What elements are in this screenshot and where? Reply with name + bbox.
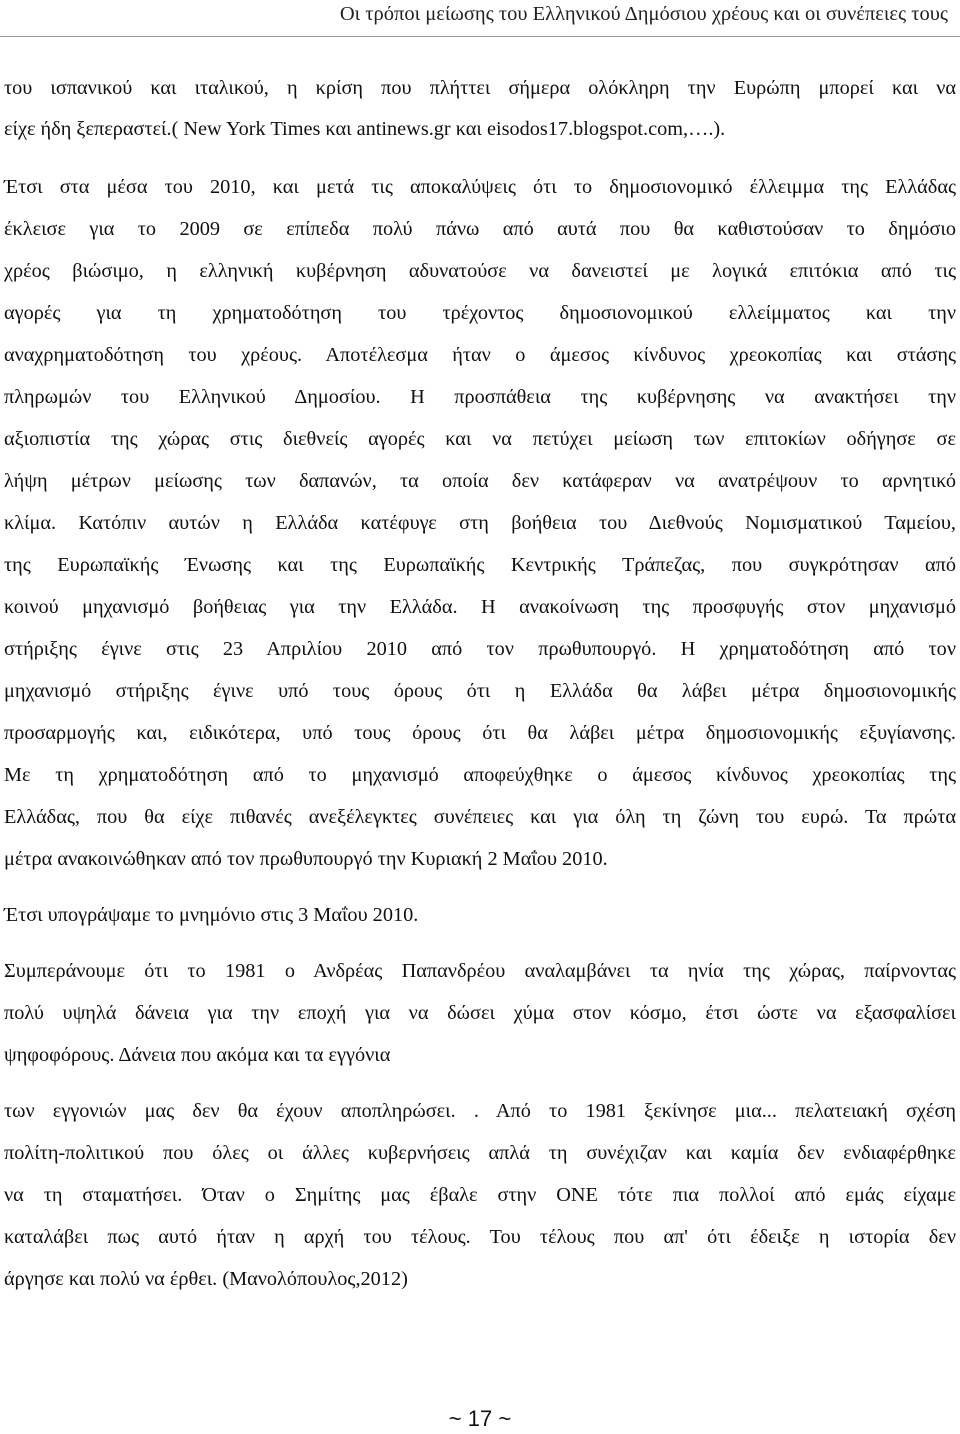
text-line: να τη σταματήσει. Όταν ο Σημίτης μας έβαλε στην ΟΝΕ τότε πια πολλοί από εμάς είχαμε [4,1184,956,1206]
text-line: του ισπανικού και ιταλικού, η κρίση που πλήττει σήμερα ολόκληρη την Ευρώπη μπορεί και να [4,77,956,99]
header-rule [0,36,960,37]
text-line: είχε ήδη ξεπεραστεί.( New York Times και antinews.gr και eisodos17.blogspot.com,….). [4,118,726,140]
text-line: Έτσι υπογράψαμε το μνημόνιο στις 3 Μαΐου 2010. [4,904,419,926]
text-line: έκλεισε για το 2009 σε επίπεδα πολύ πάνω από αυτά που θα καθιστούσαν το δημόσιο [4,218,956,240]
text-line: ψηφοφόρους. Δάνεια που ακόμα και τα εγγόνια [4,1044,391,1066]
text-line: άργησε και πολύ να έρθει. (Μανολόπουλος,2012) [4,1268,408,1290]
text-line: λήψη μέτρων μείωσης των δαπανών, τα οποία δεν κατάφεραν να ανατρέψουν το αρνητικό [4,470,956,492]
text-line: πολύ υψηλά δάνεια για την εποχή για να δώσει χύμα στον κόσμο, έτσι ώστε να εξασφαλίσει [4,1002,956,1024]
text-line: μέτρα ανακοινώθηκαν από τον πρωθυπουργό την Κυριακή 2 Μαΐου 2010. [4,848,608,870]
text-line: προσαρμογής και, ειδικότερα, υπό τους όρους ότι θα λάβει μέτρα δημοσιονομικής εξυγίανσης. [4,722,956,744]
text-line: κλίμα. Κατόπιν αυτών η Ελλάδα κατέφυγε στη βοήθεια του Διεθνούς Νομισματικού Ταμείου, [4,512,956,534]
text-line: Συμπεράνουμε ότι το 1981 ο Ανδρέας Παπανδρέου αναλαμβάνει τα ηνία της χώρας, παίρνοντας [4,960,956,982]
text-line: χρέος βιώσιμο, η ελληνική κυβέρνηση αδυνατούσε να δανειστεί με λογικά επιτόκια από τις [4,260,956,282]
text-line: των εγγονιών μας δεν θα έχουν αποπληρώσει. . Από το 1981 ξεκίνησε μια... πελατειακή σχέση [4,1100,956,1122]
page-number: ~ 17 ~ [448,1406,512,1431]
text-line: καταλάβει πως αυτό ήταν η αρχή του τέλους. Του τέλους που απ' ότι έδειξε η ιστορία δεν [4,1226,956,1248]
text-line: Έτσι στα μέσα του 2010, και μετά τις αποκαλύψεις ότι το δημοσιονομικό έλλειμμα της Ελλάδας [4,176,956,198]
text-line: Ελλάδας, που θα είχε πιθανές ανεξέλεγκτες συνέπειες και για όλη τη ζώνη του ευρώ. Τα πρώτα [4,806,956,828]
text-line: Με τη χρηματοδότηση από το μηχανισμό αποφεύχθηκε ο άμεσος κίνδυνος χρεοκοπίας της [4,764,956,786]
running-header: Οι τρόποι μείωσης του Ελληνικού Δημόσιου χρέους και οι συνέπειες τους [339,3,948,25]
text-line: αξιοπιστία της χώρας στις διεθνείς αγορές και να πετύχει μείωση των επιτοκίων οδήγησε σε [4,428,956,450]
text-line: πολίτη-πολιτικού που όλες οι άλλες κυβερνήσεις απλά τη συνέχιζαν και καμία δεν ενδιαφέρθηκε [4,1142,956,1164]
text-line: μηχανισμό στήριξης έγινε υπό τους όρους ότι η Ελλάδα θα λάβει μέτρα δημοσιονομικής [4,680,956,702]
text-line: αναχρηματοδότηση του χρέους. Αποτέλεσμα ήταν ο άμεσος κίνδυνος χρεοκοπίας και στάσης [4,344,956,366]
text-line: πληρωμών του Ελληνικού Δημοσίου. Η προσπάθεια της κυβέρνησης να ανακτήσει την [4,386,956,408]
text-line: στήριξης έγινε στις 23 Απριλίου 2010 από τον πρωθυπουργό. Η χρηματοδότηση από τον [4,638,956,660]
text-line: της Ευρωπαϊκής Ένωσης και της Ευρωπαϊκής Κεντρικής Τράπεζας, που συγκρότησαν από [4,554,956,576]
text-line: αγορές για τη χρηματοδότηση του τρέχοντος δημοσιονομικού ελλείμματος και την [4,302,956,324]
text-line: κοινού μηχανισμό βοήθειας για την Ελλάδα. Η ανακοίνωση της προσφυγής στον μηχανισμό [4,596,956,618]
